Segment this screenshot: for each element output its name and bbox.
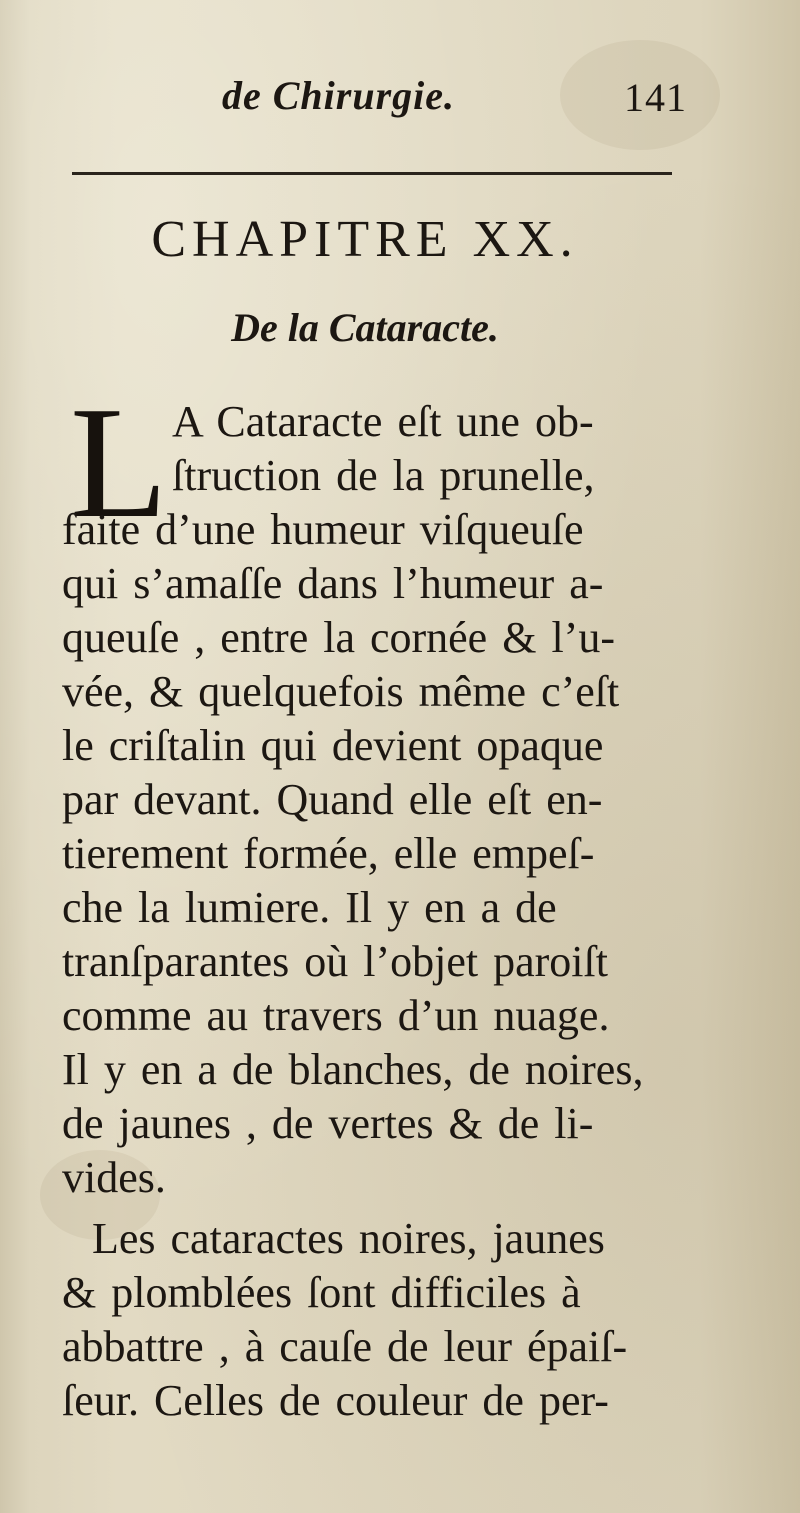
- text-line: le criſtalin qui devient opaque: [62, 721, 604, 770]
- text-line: qui s’amaſſe dans l’humeur a-: [62, 559, 604, 608]
- text-line: tranſparantes où l’objet paroiſt: [62, 937, 608, 986]
- page-number: 141: [624, 75, 687, 120]
- text-line: Il y en a de blanches, de noires,: [62, 1045, 644, 1094]
- drop-initial: L: [70, 373, 168, 551]
- text-line: abbattre , à cauſe de leur épaiſ-: [62, 1322, 628, 1371]
- running-head: [0, 72, 800, 128]
- text-line: ſeur. Celles de couleur de per-: [62, 1376, 609, 1425]
- running-title: de Chirurgie.: [222, 73, 456, 118]
- text-line: tierement formée, elle empeſ-: [62, 829, 595, 878]
- chapter-heading: CHAPITRE XX.: [151, 211, 579, 268]
- text-line: comme au travers d’un nuage.: [62, 991, 610, 1040]
- text-line: queuſe , entre la cornée & l’u-: [62, 613, 615, 662]
- text-line: par devant. Quand elle eſt en-: [62, 775, 603, 824]
- text-line: & plomblées ſont difficiles à: [62, 1268, 581, 1317]
- text-line: de jaunes , de vertes & de li-: [62, 1099, 594, 1148]
- text-line: ſtruction de la prunelle,: [172, 451, 595, 500]
- text-line: che la lumiere. Il y en a de: [62, 883, 557, 932]
- text-line: faite d’une humeur viſqueuſe: [62, 505, 584, 554]
- section-title: De la Cataracte.: [231, 305, 499, 350]
- text-line: vides.: [62, 1153, 166, 1202]
- text-line: Les cataractes noires, jaunes: [92, 1214, 605, 1263]
- text-line: A Cataracte eſt une ob-: [172, 397, 594, 446]
- header-rule: [72, 172, 672, 175]
- text-line: vée, & quelquefois même c’eſt: [62, 667, 620, 716]
